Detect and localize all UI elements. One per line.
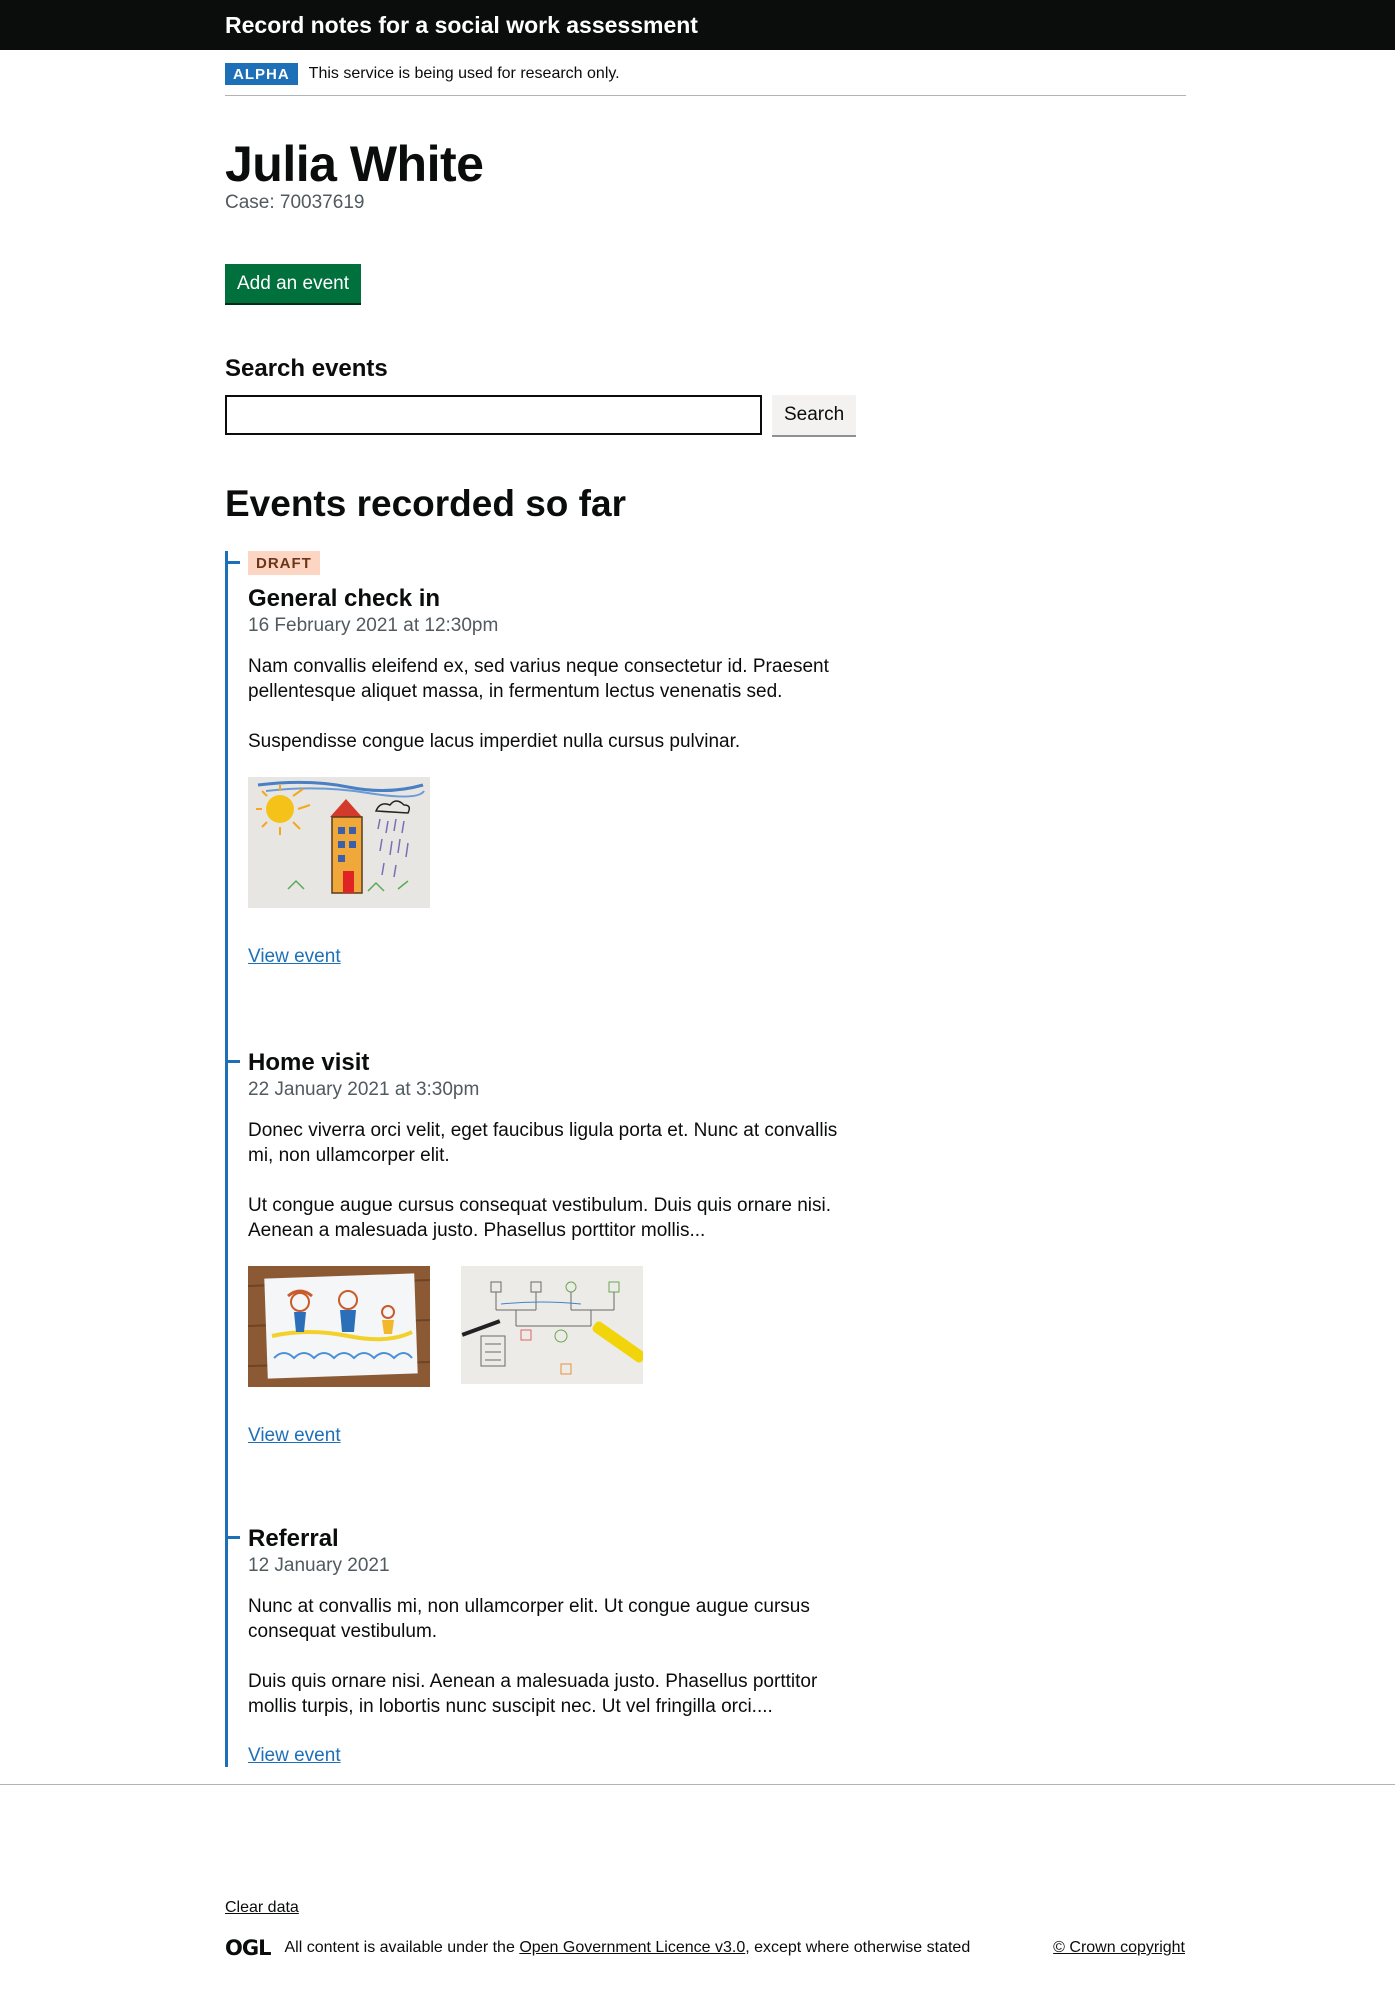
event-paragraph: Suspendisse congue lacus imperdiet nulla cursus pulvinar. xyxy=(248,731,741,752)
site-footer xyxy=(0,1784,1395,2008)
add-event-button[interactable]: Add an event xyxy=(225,264,361,303)
event-item xyxy=(248,551,848,968)
event-summary xyxy=(248,1118,848,1243)
event-title: General check in xyxy=(248,585,441,612)
event-image-genogram-sketch[interactable] xyxy=(461,1266,643,1392)
site-header xyxy=(0,0,1395,50)
event-images xyxy=(248,777,848,913)
licence-suffix: , except where otherwise stated xyxy=(745,1939,971,1956)
phase-tag: ALPHA xyxy=(225,63,298,85)
search-form xyxy=(225,395,1186,435)
view-event-link[interactable]: View event xyxy=(248,946,341,967)
view-event-link[interactable]: View event xyxy=(248,1745,341,1766)
event-summary xyxy=(248,1594,848,1719)
event-paragraph: Ut congue augue cursus consequat vestibulum. Duis quis ornare nisi. Aenean a malesuada justo. Phasellus porttitor mollis... xyxy=(248,1195,831,1241)
person-name: Julia White xyxy=(225,136,484,192)
licence-prefix: All content is available under the xyxy=(284,1939,515,1956)
event-date: 22 January 2021 at 3:30pm xyxy=(248,1079,480,1100)
search-input[interactable] xyxy=(225,395,762,435)
event-item xyxy=(248,1524,848,1767)
event-paragraph: Duis quis ornare nisi. Aenean a malesuada justo. Phasellus porttitor mollis turpis, in lobortis nunc suscipit nec. Ut vel fringilla orci.... xyxy=(248,1671,818,1717)
event-image-house-drawing[interactable] xyxy=(248,777,430,913)
event-paragraph: Nam convallis eleifend ex, sed varius neque consectetur id. Praesent pellentesque aliquet massa, in fermentum lectus venenatis sed. xyxy=(248,656,829,702)
events-heading: Events recorded so far xyxy=(225,483,626,524)
footer-meta xyxy=(225,1936,1185,1960)
event-summary xyxy=(248,654,848,754)
draft-tag: DRAFT xyxy=(248,551,320,575)
event-date: 12 January 2021 xyxy=(248,1555,390,1576)
events-timeline xyxy=(225,551,1186,1767)
case-number: Case: 70037619 xyxy=(225,192,365,213)
event-title: Home visit xyxy=(248,1049,370,1076)
ogl-logo-icon: OGL xyxy=(225,1936,271,1960)
phase-text: This service is being used for research only. xyxy=(308,64,620,82)
clear-data-link[interactable]: Clear data xyxy=(225,1899,299,1916)
crown-copyright-link[interactable]: © Crown copyright xyxy=(1053,1939,1185,1956)
phase-banner xyxy=(225,50,1186,96)
event-images xyxy=(248,1266,848,1392)
event-paragraph: Nunc at convallis mi, non ullamcorper elit. Ut congue augue cursus consequat vestibulum. xyxy=(248,1596,810,1642)
event-date: 16 February 2021 at 12:30pm xyxy=(248,615,499,636)
licence-link[interactable]: Open Government Licence v3.0 xyxy=(519,1939,746,1956)
event-paragraph: Donec viverra orci velit, eget faucibus ligula porta et. Nunc at convallis mi, non ullamcorper elit. xyxy=(248,1120,838,1166)
event-image-family-drawing[interactable] xyxy=(248,1266,430,1392)
search-button[interactable]: Search xyxy=(772,395,856,435)
event-title: Referral xyxy=(248,1525,339,1552)
view-event-link[interactable]: View event xyxy=(248,1425,341,1446)
search-label: Search events xyxy=(225,355,388,382)
service-name[interactable]: Record notes for a social work assessment xyxy=(225,12,698,38)
event-item xyxy=(248,1048,848,1447)
